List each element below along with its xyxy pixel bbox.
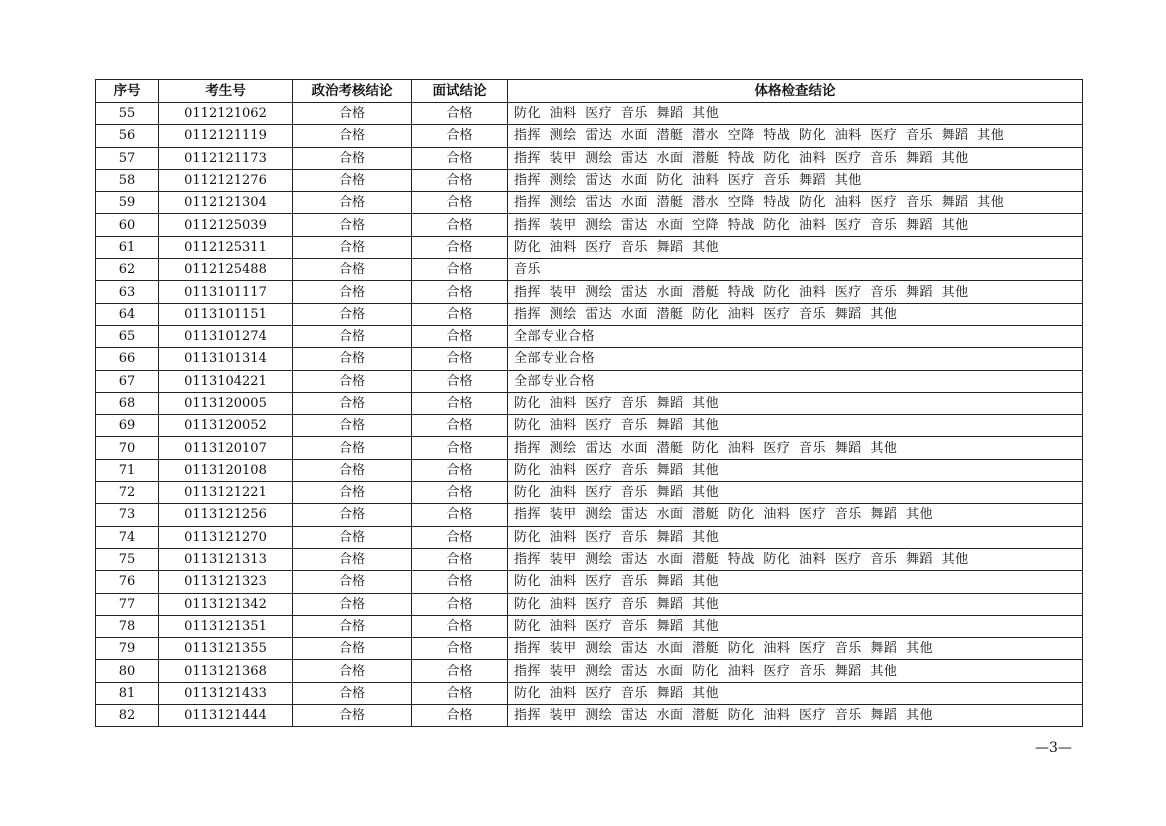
physical-exam-cell: 指挥 测绘 雷达 水面 潜艇 防化 油料 医疗 音乐 舞蹈 其他 — [508, 303, 1083, 325]
table-row — [96, 482, 1083, 504]
serial-number-cell: 56 — [96, 125, 159, 147]
table-row — [96, 682, 1083, 704]
political-review-cell: 合格 — [293, 281, 412, 303]
serial-number-cell: 65 — [96, 325, 159, 347]
serial-number-cell: 68 — [96, 392, 159, 414]
interview-result-cell: 合格 — [412, 281, 508, 303]
table-row — [96, 125, 1083, 147]
interview-result-cell: 合格 — [412, 415, 508, 437]
physical-exam-cell: 指挥 测绘 雷达 水面 潜艇 潜水 空降 特战 防化 油料 医疗 音乐 舞蹈 其他 — [508, 125, 1083, 147]
table-row — [96, 214, 1083, 236]
political-review-cell: 合格 — [293, 660, 412, 682]
table-row — [96, 325, 1083, 347]
physical-exam-cell: 防化 油料 医疗 音乐 舞蹈 其他 — [508, 415, 1083, 437]
table-row — [96, 526, 1083, 548]
candidate-id-cell: 0113121351 — [159, 615, 293, 637]
physical-exam-cell: 指挥 装甲 测绘 雷达 水面 潜艇 特战 防化 油料 医疗 音乐 舞蹈 其他 — [508, 548, 1083, 570]
serial-number-cell: 63 — [96, 281, 159, 303]
table-row — [96, 348, 1083, 370]
interview-result-cell: 合格 — [412, 705, 508, 727]
serial-number-cell: 64 — [96, 303, 159, 325]
political-review-cell: 合格 — [293, 259, 412, 281]
candidate-id-cell: 0113121256 — [159, 504, 293, 526]
political-review-cell: 合格 — [293, 437, 412, 459]
political-review-cell: 合格 — [293, 214, 412, 236]
physical-exam-cell: 指挥 装甲 测绘 雷达 水面 潜艇 特战 防化 油料 医疗 音乐 舞蹈 其他 — [508, 281, 1083, 303]
header-political-review: 政治考核结论 — [293, 80, 412, 103]
table-body — [96, 103, 1083, 727]
serial-number-cell: 76 — [96, 571, 159, 593]
physical-exam-cell: 防化 油料 医疗 音乐 舞蹈 其他 — [508, 593, 1083, 615]
serial-number-cell: 67 — [96, 370, 159, 392]
interview-result-cell: 合格 — [412, 482, 508, 504]
results-table — [95, 79, 1083, 727]
candidate-id-cell: 0113120107 — [159, 437, 293, 459]
political-review-cell: 合格 — [293, 236, 412, 258]
table-row — [96, 459, 1083, 481]
candidate-id-cell: 0113101314 — [159, 348, 293, 370]
candidate-id-cell: 0112121304 — [159, 192, 293, 214]
political-review-cell: 合格 — [293, 459, 412, 481]
physical-exam-cell: 防化 油料 医疗 音乐 舞蹈 其他 — [508, 615, 1083, 637]
table-row — [96, 192, 1083, 214]
physical-exam-cell: 防化 油料 医疗 音乐 舞蹈 其他 — [508, 459, 1083, 481]
physical-exam-cell: 指挥 装甲 测绘 雷达 水面 空降 特战 防化 油料 医疗 音乐 舞蹈 其他 — [508, 214, 1083, 236]
candidate-id-cell: 0113104221 — [159, 370, 293, 392]
interview-result-cell: 合格 — [412, 526, 508, 548]
table-row — [96, 705, 1083, 727]
candidate-id-cell: 0112125311 — [159, 236, 293, 258]
physical-exam-cell: 防化 油料 医疗 音乐 舞蹈 其他 — [508, 482, 1083, 504]
physical-exam-cell: 防化 油料 医疗 音乐 舞蹈 其他 — [508, 682, 1083, 704]
candidate-id-cell: 0113101117 — [159, 281, 293, 303]
table-row — [96, 103, 1083, 125]
political-review-cell: 合格 — [293, 392, 412, 414]
header-physical-exam: 体格检查结论 — [508, 80, 1083, 103]
interview-result-cell: 合格 — [412, 103, 508, 125]
table-row — [96, 615, 1083, 637]
physical-exam-cell: 指挥 装甲 测绘 雷达 水面 防化 油料 医疗 音乐 舞蹈 其他 — [508, 660, 1083, 682]
political-review-cell: 合格 — [293, 571, 412, 593]
political-review-cell: 合格 — [293, 638, 412, 660]
serial-number-cell: 75 — [96, 548, 159, 570]
political-review-cell: 合格 — [293, 370, 412, 392]
physical-exam-cell: 防化 油料 医疗 音乐 舞蹈 其他 — [508, 236, 1083, 258]
interview-result-cell: 合格 — [412, 638, 508, 660]
political-review-cell: 合格 — [293, 415, 412, 437]
candidate-id-cell: 0113120108 — [159, 459, 293, 481]
candidate-id-cell: 0113120052 — [159, 415, 293, 437]
political-review-cell: 合格 — [293, 482, 412, 504]
table-row — [96, 504, 1083, 526]
political-review-cell: 合格 — [293, 593, 412, 615]
candidate-id-cell: 0113101151 — [159, 303, 293, 325]
physical-exam-cell: 指挥 装甲 测绘 雷达 水面 潜艇 防化 油料 医疗 音乐 舞蹈 其他 — [508, 638, 1083, 660]
serial-number-cell: 69 — [96, 415, 159, 437]
serial-number-cell: 74 — [96, 526, 159, 548]
physical-exam-cell: 音乐 — [508, 259, 1083, 281]
physical-exam-cell: 防化 油料 医疗 音乐 舞蹈 其他 — [508, 103, 1083, 125]
interview-result-cell: 合格 — [412, 192, 508, 214]
serial-number-cell: 78 — [96, 615, 159, 637]
interview-result-cell: 合格 — [412, 125, 508, 147]
interview-result-cell: 合格 — [412, 548, 508, 570]
political-review-cell: 合格 — [293, 348, 412, 370]
serial-number-cell: 79 — [96, 638, 159, 660]
candidate-id-cell: 0112121173 — [159, 147, 293, 169]
interview-result-cell: 合格 — [412, 370, 508, 392]
political-review-cell: 合格 — [293, 548, 412, 570]
political-review-cell: 合格 — [293, 705, 412, 727]
table-row — [96, 392, 1083, 414]
serial-number-cell: 59 — [96, 192, 159, 214]
candidate-id-cell: 0112125039 — [159, 214, 293, 236]
physical-exam-cell: 指挥 装甲 测绘 雷达 水面 潜艇 防化 油料 医疗 音乐 舞蹈 其他 — [508, 504, 1083, 526]
political-review-cell: 合格 — [293, 125, 412, 147]
serial-number-cell: 62 — [96, 259, 159, 281]
table-row — [96, 303, 1083, 325]
serial-number-cell: 60 — [96, 214, 159, 236]
table-row — [96, 437, 1083, 459]
serial-number-cell: 66 — [96, 348, 159, 370]
interview-result-cell: 合格 — [412, 660, 508, 682]
physical-exam-cell: 全部专业合格 — [508, 370, 1083, 392]
table-row — [96, 593, 1083, 615]
table-row — [96, 571, 1083, 593]
candidate-id-cell: 0113121323 — [159, 571, 293, 593]
interview-result-cell: 合格 — [412, 615, 508, 637]
candidate-id-cell: 0113121270 — [159, 526, 293, 548]
physical-exam-cell: 指挥 测绘 雷达 水面 防化 油料 医疗 音乐 舞蹈 其他 — [508, 169, 1083, 191]
physical-exam-cell: 指挥 装甲 测绘 雷达 水面 潜艇 防化 油料 医疗 音乐 舞蹈 其他 — [508, 705, 1083, 727]
political-review-cell: 合格 — [293, 615, 412, 637]
candidate-id-cell: 0113120005 — [159, 392, 293, 414]
serial-number-cell: 80 — [96, 660, 159, 682]
political-review-cell: 合格 — [293, 303, 412, 325]
candidate-id-cell: 0113101274 — [159, 325, 293, 347]
header-interview-result: 面试结论 — [412, 80, 508, 103]
table-header-row — [96, 80, 1083, 103]
interview-result-cell: 合格 — [412, 325, 508, 347]
table-row — [96, 169, 1083, 191]
physical-exam-cell: 防化 油料 医疗 音乐 舞蹈 其他 — [508, 392, 1083, 414]
physical-exam-cell: 防化 油料 医疗 音乐 舞蹈 其他 — [508, 526, 1083, 548]
candidate-id-cell: 0113121313 — [159, 548, 293, 570]
physical-exam-cell: 全部专业合格 — [508, 325, 1083, 347]
table-row — [96, 147, 1083, 169]
serial-number-cell: 70 — [96, 437, 159, 459]
political-review-cell: 合格 — [293, 103, 412, 125]
interview-result-cell: 合格 — [412, 348, 508, 370]
header-candidate-id: 考生号 — [159, 80, 293, 103]
candidate-id-cell: 0113121221 — [159, 482, 293, 504]
page-number: —3— — [1035, 740, 1072, 756]
interview-result-cell: 合格 — [412, 303, 508, 325]
political-review-cell: 合格 — [293, 192, 412, 214]
interview-result-cell: 合格 — [412, 682, 508, 704]
serial-number-cell: 71 — [96, 459, 159, 481]
candidate-id-cell: 0113121368 — [159, 660, 293, 682]
interview-result-cell: 合格 — [412, 504, 508, 526]
table-row — [96, 259, 1083, 281]
serial-number-cell: 73 — [96, 504, 159, 526]
serial-number-cell: 81 — [96, 682, 159, 704]
interview-result-cell: 合格 — [412, 259, 508, 281]
physical-exam-cell: 指挥 装甲 测绘 雷达 水面 潜艇 特战 防化 油料 医疗 音乐 舞蹈 其他 — [508, 147, 1083, 169]
interview-result-cell: 合格 — [412, 392, 508, 414]
serial-number-cell: 57 — [96, 147, 159, 169]
interview-result-cell: 合格 — [412, 236, 508, 258]
interview-result-cell: 合格 — [412, 437, 508, 459]
table-row — [96, 370, 1083, 392]
physical-exam-cell: 指挥 测绘 雷达 水面 潜艇 潜水 空降 特战 防化 油料 医疗 音乐 舞蹈 其他 — [508, 192, 1083, 214]
table-row — [96, 638, 1083, 660]
physical-exam-cell: 指挥 测绘 雷达 水面 潜艇 防化 油料 医疗 音乐 舞蹈 其他 — [508, 437, 1083, 459]
interview-result-cell: 合格 — [412, 147, 508, 169]
serial-number-cell: 82 — [96, 705, 159, 727]
header-serial-number: 序号 — [96, 80, 159, 103]
candidate-id-cell: 0113121444 — [159, 705, 293, 727]
interview-result-cell: 合格 — [412, 214, 508, 236]
serial-number-cell: 77 — [96, 593, 159, 615]
table-row — [96, 415, 1083, 437]
serial-number-cell: 55 — [96, 103, 159, 125]
political-review-cell: 合格 — [293, 504, 412, 526]
political-review-cell: 合格 — [293, 169, 412, 191]
candidate-id-cell: 0112121276 — [159, 169, 293, 191]
table-row — [96, 660, 1083, 682]
table-row — [96, 548, 1083, 570]
political-review-cell: 合格 — [293, 526, 412, 548]
candidate-id-cell: 0112125488 — [159, 259, 293, 281]
table-row — [96, 236, 1083, 258]
serial-number-cell: 58 — [96, 169, 159, 191]
table-row — [96, 281, 1083, 303]
candidate-id-cell: 0113121433 — [159, 682, 293, 704]
physical-exam-cell: 防化 油料 医疗 音乐 舞蹈 其他 — [508, 571, 1083, 593]
interview-result-cell: 合格 — [412, 169, 508, 191]
candidate-id-cell: 0112121119 — [159, 125, 293, 147]
interview-result-cell: 合格 — [412, 459, 508, 481]
interview-result-cell: 合格 — [412, 571, 508, 593]
political-review-cell: 合格 — [293, 325, 412, 347]
serial-number-cell: 61 — [96, 236, 159, 258]
candidate-id-cell: 0113121355 — [159, 638, 293, 660]
serial-number-cell: 72 — [96, 482, 159, 504]
candidate-id-cell: 0113121342 — [159, 593, 293, 615]
candidate-id-cell: 0112121062 — [159, 103, 293, 125]
interview-result-cell: 合格 — [412, 593, 508, 615]
political-review-cell: 合格 — [293, 147, 412, 169]
physical-exam-cell: 全部专业合格 — [508, 348, 1083, 370]
political-review-cell: 合格 — [293, 682, 412, 704]
